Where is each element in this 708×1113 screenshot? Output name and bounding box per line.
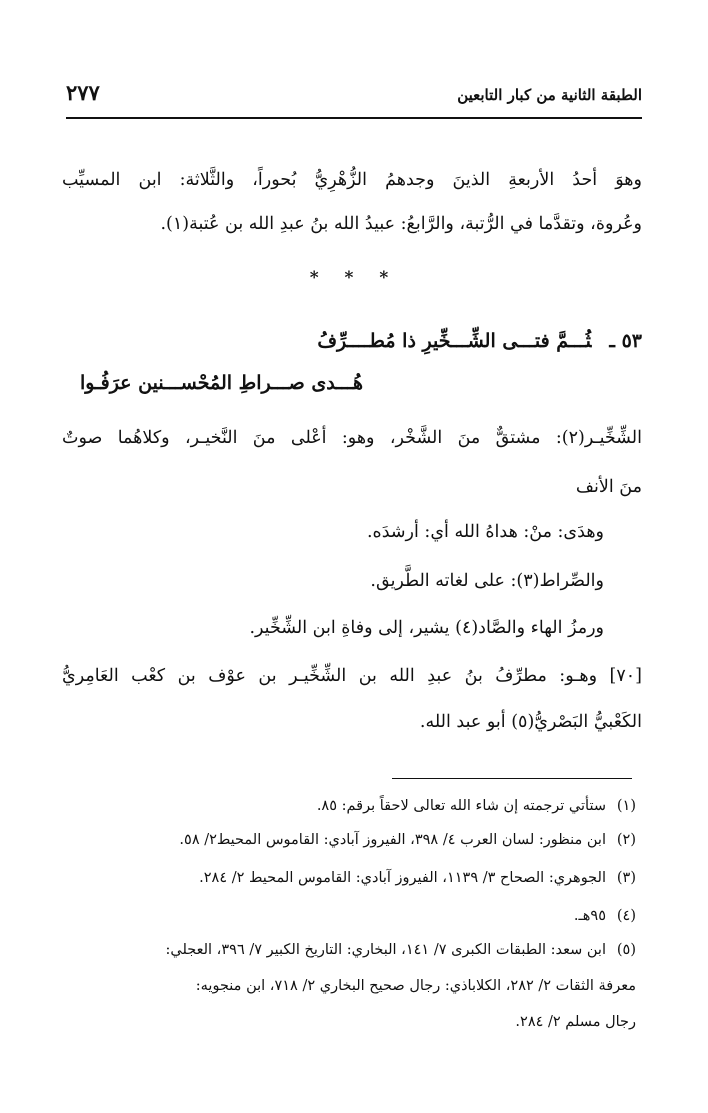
commentary-line-2: منَ الأنف <box>575 477 642 497</box>
footnote-2 <box>66 832 636 848</box>
footnote-4 <box>66 908 636 924</box>
page-header <box>66 80 642 110</box>
footnote-mark: (١) <box>616 798 636 814</box>
verse-line-2: هُـــدى صـــراطِ المُحْســـنين عرَفُـوا <box>79 372 363 394</box>
footnote-text: الجوهري: الصحاح ٣/ ١١٣٩، الفيروز آبادي: القاموس المحيط ٢/ ٢٨٤. <box>199 870 606 886</box>
commentary-line-3: وهدَى: منْ: هداهُ الله أي: أرشدَه. <box>366 522 604 542</box>
footnote-text: ابن سعد: الطبقات الكبرى ٧/ ١٤١، البخاري: التاريخ الكبير ٧/ ٣٩٦، العجلي: <box>165 942 606 958</box>
commentary-line-4: والصِّراط(٣): على لغاته الطَّريق. <box>370 571 604 591</box>
footnote-1 <box>66 798 636 814</box>
footnote-text: ٩٥هـ. <box>573 908 606 924</box>
verse-hemistich-1: ثُـــمَّ فتـــى الشِّـــخِّيرِ ذا مُطــــرِّفُ <box>317 330 592 352</box>
footnote-5-cont-2 <box>66 1014 636 1030</box>
footnote-text: معرفة الثقات ٢/ ٢٨٢، الكلاباذي: رجال صحيح البخاري ٢/ ٧١٨، ابن منجويه: <box>195 978 636 994</box>
page-number: ٢٧٧ <box>66 80 100 105</box>
commentary-line-1: الشِّخِّيـر(٢): مشتقٌّ منَ الشَّخْر، وهو: أعْلى منَ النَّخيـر، وكلاهُما صوتٌ <box>62 428 642 448</box>
section-separator: * * * <box>309 268 399 288</box>
footnote-mark: (٣) <box>616 870 636 886</box>
commentary-line-7: الكَعْبيُّ البَصْريُّ(٥) أبو عبد الله. <box>419 712 642 732</box>
footnote-3 <box>66 870 636 886</box>
footnote-text: رجال مسلم ٢/ ٢٨٤. <box>515 1014 636 1030</box>
intro-line-2: وعُروة، وتقدَّما في الرُّتبة، والرَّابعُ: عبيدُ الله بنُ عبدِ الله بن عُتبة(١). <box>160 214 642 234</box>
footnote-text: ابن منظور: لسان العرب ٤/ ٣٩٨، الفيروز آبادي: القاموس المحيط٢/ ٥٨. <box>179 832 606 848</box>
commentary-line-5: ورمزُ الهاء والصَّاد(٤) يشير، إلى وفاةِ ابن الشِّخِّير. <box>249 618 604 638</box>
footnote-5 <box>66 942 636 958</box>
footnote-mark: (٤) <box>616 908 636 924</box>
footnote-mark: (٢) <box>616 832 636 848</box>
verse-number: ٥٣ ـ <box>609 330 642 352</box>
running-head: الطبقة الثانية من كبار التابعين <box>457 86 642 104</box>
footnote-text: ستأتي ترجمته إن شاء الله تعالى لاحقاً برقم: ٨٥. <box>316 798 606 814</box>
intro-line-1: وهوَ أحدُ الأربعةِ الذينَ وجدهمُ الزُّهْرِيُّ بُحوراً، والثَّلاثة: ابن المسيِّب <box>62 170 642 190</box>
footnote-mark: (٥) <box>616 942 636 958</box>
header-rule <box>66 117 642 119</box>
commentary-line-6: [٧٠] وهـو: مطرِّفُ بنُ عبدِ الله بن الشِّخِّيـر بن عوْف بن كعْب العَامِريُّ <box>62 666 642 686</box>
verse-line-1 <box>317 330 642 352</box>
footnote-5-cont-1 <box>66 978 636 994</box>
footnote-rule <box>392 778 632 779</box>
